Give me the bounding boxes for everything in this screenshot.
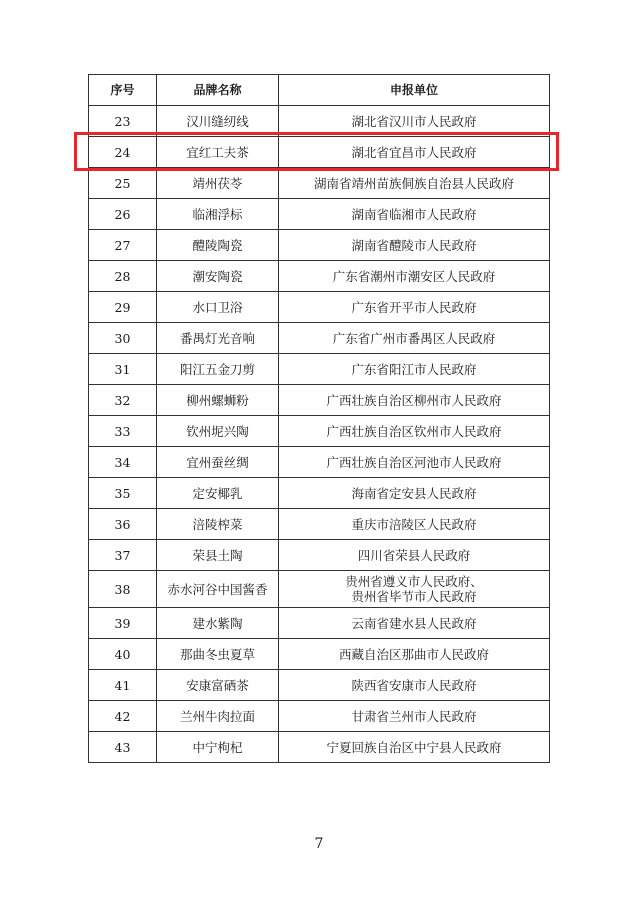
row-brand: 钦州坭兴陶 (157, 416, 279, 447)
row-dept (279, 261, 550, 292)
row-dept (279, 478, 550, 509)
table-row (89, 354, 550, 385)
row-brand: 临湘浮标 (157, 199, 279, 230)
row-dept (279, 670, 550, 701)
row-dept (279, 540, 550, 571)
row-dept-line: 广西壮族自治区钦州市人民政府 (326, 423, 502, 439)
row-brand: 水口卫浴 (157, 292, 279, 323)
row-dept-line: 广东省广州市番禺区人民政府 (332, 330, 496, 346)
row-brand: 潮安陶瓷 (157, 261, 279, 292)
row-dept-line: 贵州省遵义市人民政府、 (345, 574, 483, 589)
row-dept (279, 701, 550, 732)
row-dept-line: 宁夏回族自治区中宁县人民政府 (326, 739, 502, 755)
row-brand: 建水紫陶 (157, 608, 279, 639)
row-dept (279, 732, 550, 763)
row-no: 40 (89, 639, 157, 670)
page-number: 7 (314, 836, 324, 852)
row-dept-line: 甘肃省兰州市人民政府 (351, 708, 477, 724)
row-dept-line: 湖南省靖州苗族侗族自治县人民政府 (313, 175, 514, 191)
row-brand: 番禺灯光音响 (157, 323, 279, 354)
row-dept (279, 385, 550, 416)
row-brand: 那曲冬虫夏草 (157, 639, 279, 670)
row-dept-line: 贵州省毕节市人民政府 (351, 589, 477, 604)
row-dept-line: 湖南省醴陵市人民政府 (351, 237, 477, 253)
row-brand: 定安椰乳 (157, 478, 279, 509)
row-brand: 宜红工夫茶 (157, 137, 279, 168)
table-row (89, 639, 550, 670)
table-row (89, 540, 550, 571)
row-brand: 阳江五金刀剪 (157, 354, 279, 385)
table-row (89, 385, 550, 416)
header-no: 序号 (89, 75, 157, 106)
row-dept (279, 416, 550, 447)
row-no: 33 (89, 416, 157, 447)
brand-table-container (88, 74, 549, 763)
row-dept-line: 湖北省汉川市人民政府 (351, 113, 477, 129)
row-brand: 宜州蚕丝绸 (157, 447, 279, 478)
row-dept-line: 四川省荣县人民政府 (357, 547, 471, 563)
row-no: 37 (89, 540, 157, 571)
row-dept-line: 广东省潮州市潮安区人民政府 (332, 268, 496, 284)
row-no: 39 (89, 608, 157, 639)
table-row (89, 230, 550, 261)
row-dept-line: 西藏自治区那曲市人民政府 (338, 646, 489, 662)
row-dept (279, 106, 550, 137)
table-row (89, 323, 550, 354)
header-dept: 申报单位 (279, 75, 550, 106)
table-row (89, 509, 550, 540)
row-dept (279, 230, 550, 261)
brand-table (88, 74, 550, 763)
row-no: 41 (89, 670, 157, 701)
row-dept-line: 海南省定安县人民政府 (351, 485, 477, 501)
table-row (89, 670, 550, 701)
row-brand: 赤水河谷中国酱香 (157, 571, 279, 608)
table-row (89, 106, 550, 137)
row-no: 36 (89, 509, 157, 540)
row-no: 26 (89, 199, 157, 230)
row-no: 43 (89, 732, 157, 763)
table-row (89, 292, 550, 323)
row-dept-line: 广西壮族自治区柳州市人民政府 (326, 392, 502, 408)
table-row (89, 732, 550, 763)
table-row (89, 261, 550, 292)
row-dept (279, 509, 550, 540)
row-no: 23 (89, 106, 157, 137)
row-dept (279, 168, 550, 199)
row-dept (279, 608, 550, 639)
table-row (89, 447, 550, 478)
row-no: 28 (89, 261, 157, 292)
row-brand: 荣县土陶 (157, 540, 279, 571)
row-no: 35 (89, 478, 157, 509)
table-row (89, 571, 550, 608)
row-no: 30 (89, 323, 157, 354)
table-header-row (89, 75, 550, 106)
row-dept-line: 湖南省临湘市人民政府 (351, 206, 477, 222)
row-no: 31 (89, 354, 157, 385)
row-no: 38 (89, 571, 157, 608)
table-row (89, 478, 550, 509)
row-dept-line: 广东省开平市人民政府 (351, 299, 477, 315)
row-no: 25 (89, 168, 157, 199)
row-no: 32 (89, 385, 157, 416)
row-brand: 柳州螺蛳粉 (157, 385, 279, 416)
table-row (89, 137, 550, 168)
row-dept-line: 广西壮族自治区河池市人民政府 (326, 454, 502, 470)
row-no: 29 (89, 292, 157, 323)
table-row (89, 701, 550, 732)
row-brand: 安康富硒茶 (157, 670, 279, 701)
row-brand: 汉川缝纫线 (157, 106, 279, 137)
row-dept-line: 湖北省宜昌市人民政府 (351, 144, 477, 160)
table-row (89, 608, 550, 639)
row-brand: 涪陵榨菜 (157, 509, 279, 540)
row-dept-line: 重庆市涪陵区人民政府 (351, 516, 477, 532)
row-no: 24 (89, 137, 157, 168)
row-dept-line: 云南省建水县人民政府 (351, 615, 477, 631)
row-dept (279, 199, 550, 230)
row-no: 42 (89, 701, 157, 732)
row-brand: 中宁枸杞 (157, 732, 279, 763)
row-dept (279, 137, 550, 168)
row-dept-line: 陕西省安康市人民政府 (351, 677, 477, 693)
table-row (89, 416, 550, 447)
row-dept (279, 447, 550, 478)
row-dept (279, 323, 550, 354)
table-row (89, 168, 550, 199)
header-brand: 品牌名称 (157, 75, 279, 106)
row-dept (279, 639, 550, 670)
row-dept (279, 292, 550, 323)
table-row (89, 199, 550, 230)
row-brand: 醴陵陶瓷 (157, 230, 279, 261)
row-brand: 兰州牛肉拉面 (157, 701, 279, 732)
row-no: 34 (89, 447, 157, 478)
table-body (89, 106, 550, 763)
row-dept (279, 571, 550, 608)
row-no: 27 (89, 230, 157, 261)
row-brand: 靖州茯苓 (157, 168, 279, 199)
row-dept (279, 354, 550, 385)
row-dept-line: 广东省阳江市人民政府 (351, 361, 477, 377)
